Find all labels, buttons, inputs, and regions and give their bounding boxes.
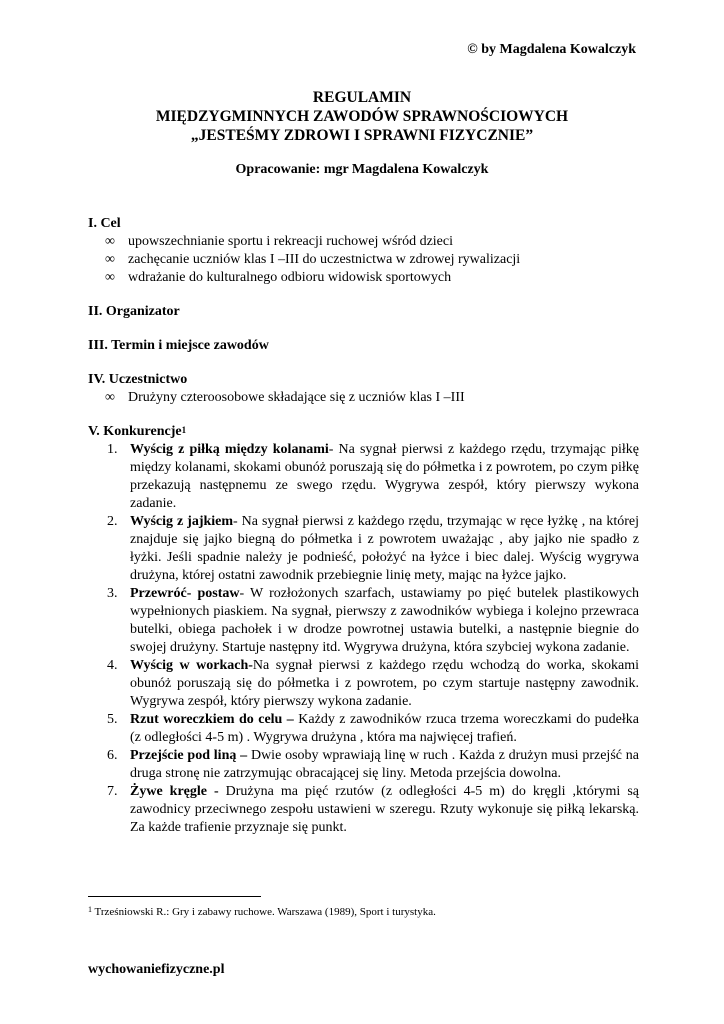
competition-description: - Na sygnał pierwsi z każdego rzędu, trzymając piłkę między kolanami, skokami obunóż poruszają się do półmetka i z powrotem, po czym piłkę przekazują następnemu ze swego rzędu. Wygrywa zespół, który pierwszy wykona zadanie.	[130, 442, 639, 511]
title-line-2: MIĘDZYGMINNYCH ZAWODÓW SPRAWNOŚCIOWYCH	[155, 108, 569, 125]
competition-description: Na sygnał pierwsi z każdego rzędu wchodzą do worka, skokami obunóż poruszają się do półmetka i z powrotem, po czym startuje następny zawodnik. Wygrywa zespół, który pierwszy wykona zadanie.	[130, 658, 639, 709]
infinity-bullet-icon: ∞	[105, 252, 115, 267]
competition-item	[88, 783, 639, 837]
footnote-divider	[88, 896, 261, 897]
title-line-1: REGULAMIN	[312, 89, 412, 106]
competition-name: Rzut woreczkiem do celu –	[130, 712, 294, 727]
list-item-text: wdrażanie do kulturalnego odbioru widowisk sportowych	[128, 270, 452, 285]
section-title-termin: III. Termin i miejsce zawodów	[88, 338, 269, 353]
author-line: Opracowanie: mgr Magdalena Kowalczyk	[235, 162, 489, 177]
uczestnictwo-list	[88, 389, 639, 407]
copyright-notice: © by Magdalena Kowalczyk	[467, 42, 636, 57]
section-title-text: V. Konkurencje	[88, 424, 182, 439]
competition-description: - Na sygnał pierwsi z każdego rzędu, trzymając w ręce łyżkę , na której znajduje się jajko biegną do półmetka i z powrotem uważając , aby jajko nie spadło z łyżki. Jeśli spadnie należy je podnieść, położyć na łyżce i biec dalej. Wyścig wygrywa drużyna, której ostatni zawodnik przebiegnie linię mety, mając na łyżce jajko.	[130, 514, 640, 583]
section-cel	[88, 215, 639, 287]
infinity-bullet-icon: ∞	[105, 234, 115, 249]
item-number: 1.	[107, 442, 118, 457]
list-item	[105, 389, 639, 407]
list-item	[105, 269, 639, 287]
section-title-cel: I. Cel	[88, 216, 121, 231]
item-number: 4.	[107, 658, 118, 673]
competition-list	[88, 441, 639, 837]
document-title	[0, 88, 724, 145]
competition-description: Drużyna ma pięć rzutów (z odległości 4-5 m) do kręgli ,którymi są zawodnicy przeciwnego zespołu ustawieni w szeregu. Rzuty wykonuje się piłką lekarską. Za każde trafienie przyznaje się punkt.	[130, 784, 639, 835]
competition-item	[88, 657, 639, 711]
competition-description: - W rozłożonych szarfach, ustawiamy po pięć butelek plastikowych wypełnionych piaskiem. Na sygnał, pierwszy z zawodników wybiega i kolejno przewraca butelki, obiega pachołek i w drodze powrotnej ustawia butelki, a następnie biegnie do swojej drużyny. Startuje następny itd. Wygrywa drużyna, która szybciej wykona zadanie.	[130, 586, 640, 655]
list-item-text: Drużyny czteroosobowe składające się z uczniów klas I –III	[128, 390, 465, 405]
competition-description: Każdy z zawodników rzuca trzema woreczkami do pudełka (z odległości 4-5 m) . Wygrywa drużyna , która ma najwięcej trafień.	[130, 712, 639, 745]
competition-item	[88, 513, 639, 585]
list-item	[105, 251, 639, 269]
section-uczestnictwo	[88, 371, 639, 407]
item-number: 2.	[107, 514, 118, 529]
competition-item	[88, 747, 639, 783]
infinity-bullet-icon: ∞	[105, 270, 115, 285]
list-item-text: zachęcanie uczniów klas I –III do uczestnictwa w zdrowej rywalizacji	[128, 252, 521, 267]
cel-list	[88, 233, 639, 287]
list-item	[105, 233, 639, 251]
section-konkurencje	[88, 423, 639, 837]
title-line-3: „JESTEŚMY ZDROWI I SPRAWNI FIZYCZNIE”	[190, 127, 534, 144]
item-number: 3.	[107, 586, 118, 601]
list-item-text: upowszechnianie sportu i rekreacji ruchowej wśród dzieci	[128, 234, 453, 249]
infinity-bullet-icon: ∞	[105, 390, 115, 405]
footnote	[88, 906, 436, 918]
footer-site[interactable]: wychowaniefizyczne.pl	[88, 962, 225, 977]
competition-name: Wyścig w workach-	[130, 658, 253, 673]
item-number: 7.	[107, 784, 118, 799]
footnote-text: Trześniowski R.: Gry i zabawy ruchowe. Warszawa (1989), Sport i turystyka.	[92, 906, 436, 918]
competition-name: Żywe kręgle -	[130, 784, 219, 799]
competition-item	[88, 711, 639, 747]
competition-name: Wyścig z jajkiem	[130, 514, 234, 529]
competition-name: Przejście pod liną –	[130, 748, 248, 763]
footnote-reference[interactable]: 1	[181, 425, 187, 435]
competition-name: Przewróć- postaw	[130, 586, 240, 601]
section-title-konkurencje	[88, 423, 639, 441]
footnote-marker: 1	[88, 905, 92, 914]
document-body	[88, 215, 639, 837]
item-number: 5.	[107, 712, 118, 727]
item-number: 6.	[107, 748, 118, 763]
section-title-organizator: II. Organizator	[88, 304, 180, 319]
section-title-uczestnictwo: IV. Uczestnictwo	[88, 372, 188, 387]
competition-description: Dwie osoby wprawiają linę w ruch . Każda z drużyn musi przejść na druga stronę nie zatrzymując obracającej się liny. Metoda przejścia dowolna.	[130, 748, 639, 781]
competition-item	[88, 585, 639, 657]
competition-name: Wyścig z piłką między kolanami	[130, 442, 329, 457]
competition-item	[88, 441, 639, 513]
